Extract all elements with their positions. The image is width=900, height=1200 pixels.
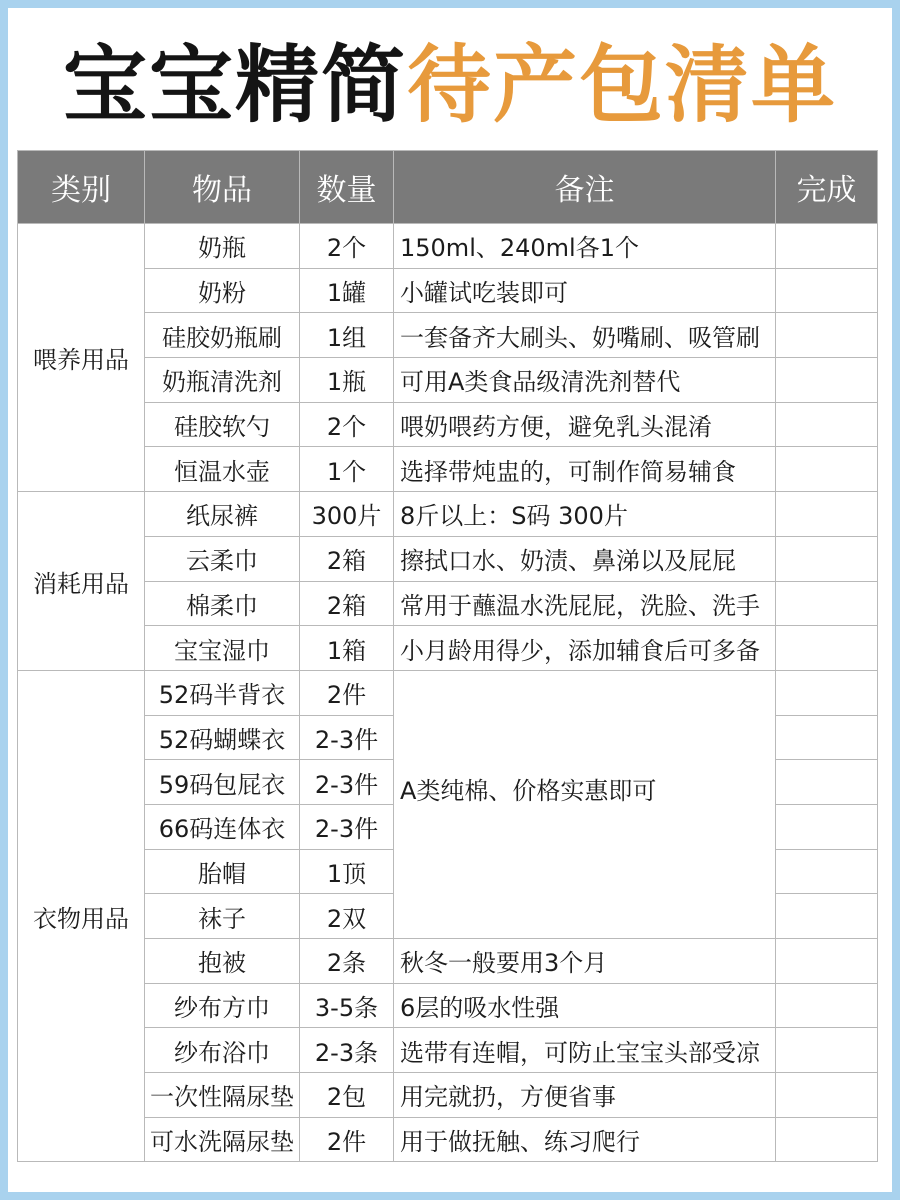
item-name: 硅胶奶瓶刷 xyxy=(145,313,300,358)
item-note: 一套备齐大刷头、奶嘴刷、吸管刷 xyxy=(394,313,776,358)
done-checkbox-cell[interactable] xyxy=(776,1117,878,1162)
table-row xyxy=(18,224,878,269)
header-item: 物品 xyxy=(145,151,300,224)
item-qty: 2件 xyxy=(300,1117,394,1162)
header-quantity: 数量 xyxy=(300,151,394,224)
table-row xyxy=(18,492,878,537)
item-name: 棉柔巾 xyxy=(145,581,300,626)
item-qty: 300片 xyxy=(300,492,394,537)
table-row xyxy=(18,402,878,447)
item-qty: 1罐 xyxy=(300,268,394,313)
title-part-2: 待产包清单 xyxy=(407,36,838,134)
table-row xyxy=(18,939,878,984)
done-checkbox-cell[interactable] xyxy=(776,760,878,805)
item-name: 抱被 xyxy=(145,939,300,984)
item-name: 恒温水壶 xyxy=(145,447,300,492)
item-qty: 2箱 xyxy=(300,581,394,626)
item-name: 奶粉 xyxy=(145,268,300,313)
item-qty: 2个 xyxy=(300,224,394,269)
table-row xyxy=(18,983,878,1028)
item-note: 小月龄用得少，添加辅食后可多备 xyxy=(394,626,776,671)
item-qty: 3-5条 xyxy=(300,983,394,1028)
item-qty: 2-3件 xyxy=(300,760,394,805)
item-note: 小罐试吃装即可 xyxy=(394,268,776,313)
done-checkbox-cell[interactable] xyxy=(776,983,878,1028)
item-name: 奶瓶 xyxy=(145,224,300,269)
done-checkbox-cell[interactable] xyxy=(776,1073,878,1118)
item-note: 选带有连帽，可防止宝宝头部受凉 xyxy=(394,1028,776,1073)
item-note: 6层的吸水性强 xyxy=(394,983,776,1028)
item-name: 纸尿裤 xyxy=(145,492,300,537)
header-row xyxy=(18,151,878,224)
item-qty: 1组 xyxy=(300,313,394,358)
shared-note: A类纯棉、价格实惠即可 xyxy=(394,670,776,938)
table-row xyxy=(18,626,878,671)
done-checkbox-cell[interactable] xyxy=(776,1028,878,1073)
item-qty: 1瓶 xyxy=(300,358,394,403)
item-qty: 2-3件 xyxy=(300,715,394,760)
item-name: 可水洗隔尿垫 xyxy=(145,1117,300,1162)
done-checkbox-cell[interactable] xyxy=(776,536,878,581)
done-checkbox-cell[interactable] xyxy=(776,268,878,313)
item-qty: 1顶 xyxy=(300,849,394,894)
done-checkbox-cell[interactable] xyxy=(776,670,878,715)
item-note: 8斤以上：S码 300片 xyxy=(394,492,776,537)
item-note: 用于做抚触、练习爬行 xyxy=(394,1117,776,1162)
item-note: 用完就扔，方便省事 xyxy=(394,1073,776,1118)
table-row xyxy=(18,581,878,626)
item-name: 胎帽 xyxy=(145,849,300,894)
done-checkbox-cell[interactable] xyxy=(776,626,878,671)
item-note: 喂奶喂药方便，避免乳头混淆 xyxy=(394,402,776,447)
item-qty: 2-3条 xyxy=(300,1028,394,1073)
item-name: 59码包屁衣 xyxy=(145,760,300,805)
item-name: 袜子 xyxy=(145,894,300,939)
table-row xyxy=(18,670,878,715)
item-name: 云柔巾 xyxy=(145,536,300,581)
table-row xyxy=(18,1073,878,1118)
item-qty: 2件 xyxy=(300,670,394,715)
item-note: 选择带炖盅的，可制作简易辅食 xyxy=(394,447,776,492)
item-name: 一次性隔尿垫 xyxy=(145,1073,300,1118)
header-note: 备注 xyxy=(394,151,776,224)
item-qty: 2箱 xyxy=(300,536,394,581)
item-note: 擦拭口水、奶渍、鼻涕以及屁屁 xyxy=(394,536,776,581)
category-cell: 消耗用品 xyxy=(18,492,145,671)
item-note: 秋冬一般要用3个月 xyxy=(394,939,776,984)
table-row xyxy=(18,536,878,581)
done-checkbox-cell[interactable] xyxy=(776,581,878,626)
item-name: 奶瓶清洗剂 xyxy=(145,358,300,403)
table-row xyxy=(18,1117,878,1162)
item-name: 硅胶软勺 xyxy=(145,402,300,447)
item-name: 纱布浴巾 xyxy=(145,1028,300,1073)
done-checkbox-cell[interactable] xyxy=(776,224,878,269)
table-row xyxy=(18,268,878,313)
table-row xyxy=(18,358,878,403)
table-row xyxy=(18,1028,878,1073)
item-qty: 2个 xyxy=(300,402,394,447)
item-qty: 2条 xyxy=(300,939,394,984)
item-qty: 1箱 xyxy=(300,626,394,671)
done-checkbox-cell[interactable] xyxy=(776,402,878,447)
item-qty: 2-3件 xyxy=(300,804,394,849)
title-part-1: 宝宝精简 xyxy=(62,36,407,134)
header-done: 完成 xyxy=(776,151,878,224)
checklist-table xyxy=(17,150,878,1162)
item-note: 可用A类食品级清洗剂替代 xyxy=(394,358,776,403)
item-name: 66码连体衣 xyxy=(145,804,300,849)
item-note: 150ml、240ml各1个 xyxy=(394,224,776,269)
page-title xyxy=(8,30,892,140)
item-qty: 1个 xyxy=(300,447,394,492)
done-checkbox-cell[interactable] xyxy=(776,313,878,358)
category-cell: 衣物用品 xyxy=(18,670,145,1162)
table-row xyxy=(18,447,878,492)
table-row xyxy=(18,313,878,358)
category-cell: 喂养用品 xyxy=(18,224,145,492)
done-checkbox-cell[interactable] xyxy=(776,804,878,849)
item-name: 纱布方巾 xyxy=(145,983,300,1028)
done-checkbox-cell[interactable] xyxy=(776,492,878,537)
item-qty: 2包 xyxy=(300,1073,394,1118)
done-checkbox-cell[interactable] xyxy=(776,715,878,760)
item-name: 52码蝴蝶衣 xyxy=(145,715,300,760)
done-checkbox-cell[interactable] xyxy=(776,447,878,492)
item-qty: 2双 xyxy=(300,894,394,939)
header-category: 类别 xyxy=(18,151,145,224)
done-checkbox-cell[interactable] xyxy=(776,939,878,984)
done-checkbox-cell[interactable] xyxy=(776,894,878,939)
item-note: 常用于蘸温水洗屁屁，洗脸、洗手 xyxy=(394,581,776,626)
done-checkbox-cell[interactable] xyxy=(776,849,878,894)
item-name: 宝宝湿巾 xyxy=(145,626,300,671)
done-checkbox-cell[interactable] xyxy=(776,358,878,403)
item-name: 52码半背衣 xyxy=(145,670,300,715)
